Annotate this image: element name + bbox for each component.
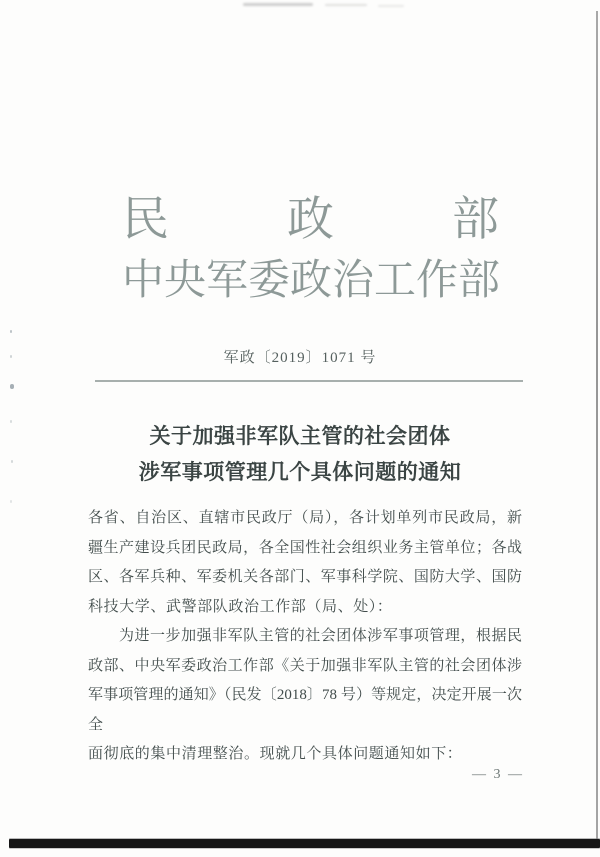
scan-specks xyxy=(10,330,12,333)
body-line: 军事项管理的通知》（民发〔2018〕78 号）等规定，决定开展一次全 xyxy=(88,687,522,733)
body-line: 各省、自治区、直辖市民政厅（局），各计划单列市民政局，新 xyxy=(88,510,522,526)
doc-title-line2: 涉军事项管理几个具体问题的通知 xyxy=(138,460,462,484)
page-number: — 3 — xyxy=(472,767,524,782)
scan-smudge xyxy=(243,3,313,6)
doc-title-line1: 关于加强非军队主管的社会团体 xyxy=(149,424,451,448)
header-rule xyxy=(95,380,523,382)
body-line: 面彻底的集中清理整治。现就几个具体问题通知如下： xyxy=(88,746,463,762)
body-line: 为进一步加强非军队主管的社会团体涉军事项管理，根据民 xyxy=(119,628,522,644)
scan-bottom-bar xyxy=(9,839,600,848)
letterhead-line1 xyxy=(122,192,499,248)
letterhead-char: 政 xyxy=(287,194,334,246)
body-line: 科技大学、武警部队政治工作部（局、处）： xyxy=(88,598,393,615)
body-line: 区、各军兵种、军委机关各部门、军事科学院、国防大学、国防 xyxy=(88,569,522,585)
body-line: 疆生产建设兵团民政局，各全国性社会组织业务主管单位；各战 xyxy=(88,539,522,556)
letterhead-char: 民 xyxy=(122,194,169,246)
scan-smudge xyxy=(325,4,367,6)
letterhead-char: 部 xyxy=(452,194,499,246)
doc-number: 军政〔2019〕1071 号 xyxy=(223,350,377,366)
letterhead xyxy=(122,192,499,306)
doc-body xyxy=(88,504,522,770)
letterhead-line2: 中央军委政治工作部 xyxy=(122,258,501,304)
body-line: 政部、中央军委政治工作部《关于加强非军队主管的社会团体涉 xyxy=(88,657,522,674)
scan-smudge xyxy=(378,5,404,7)
